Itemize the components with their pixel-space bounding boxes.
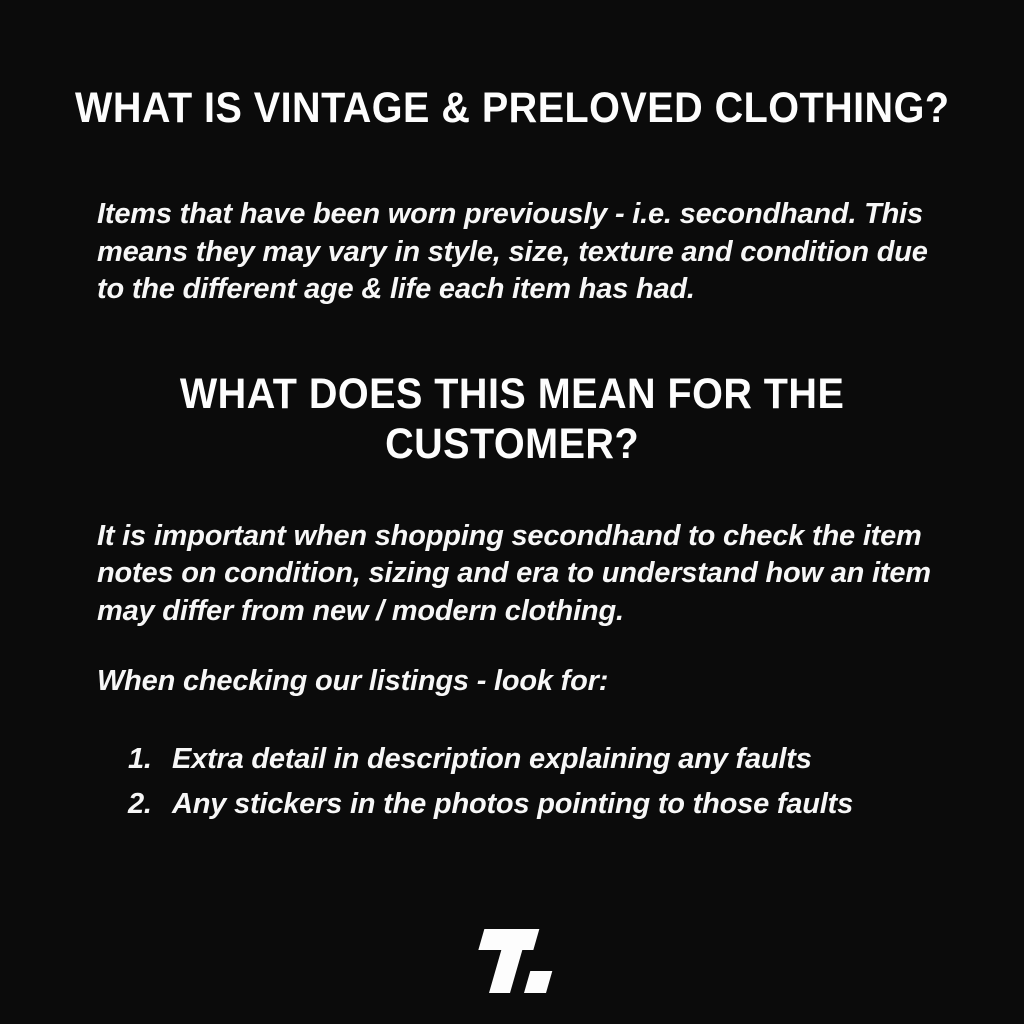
- body-line: may differ from new / modern clothing.: [97, 594, 624, 627]
- section-heading: [180, 369, 844, 469]
- logo-t-stem: [489, 950, 522, 993]
- listings-note: When checking our listings - look for:: [97, 665, 609, 697]
- item-text: Extra detail in description explaining any faults: [172, 742, 812, 775]
- brand-logo-t-dot: [466, 929, 552, 993]
- body-line: notes on condition, sizing and era to understand how an item: [97, 557, 931, 589]
- brand-logo-shape: [466, 929, 570, 993]
- intro-line: means they may vary in style, size, texture and condition due: [97, 235, 928, 268]
- intro-paragraph: [97, 196, 964, 309]
- main-title-row: [0, 83, 1024, 133]
- logo-dot: [524, 971, 552, 993]
- checklist: [128, 737, 1024, 827]
- item-number: 2.: [128, 787, 152, 820]
- body-paragraph: [97, 518, 964, 631]
- section-heading-line: WHAT DOES THIS MEAN FOR THE: [179, 369, 845, 418]
- intro-line: Items that have been worn previously - i.e. secondhand. This: [97, 198, 923, 230]
- body-line: It is important when shopping secondhand to check the item: [97, 519, 922, 552]
- logo-t-bar: [478, 929, 539, 950]
- item-number: 1.: [128, 742, 152, 775]
- section-heading-row: [0, 369, 1024, 469]
- intro-line: to the different age & life each item has had.: [97, 273, 695, 305]
- page-title: WHAT IS VINTAGE & PRELOVED CLOTHING?: [74, 84, 950, 132]
- checklist-item: [128, 737, 1024, 782]
- item-text: Any stickers in the photos pointing to those faults: [172, 787, 853, 820]
- checklist-item: [128, 782, 1024, 827]
- section-heading-line: CUSTOMER?: [385, 419, 639, 468]
